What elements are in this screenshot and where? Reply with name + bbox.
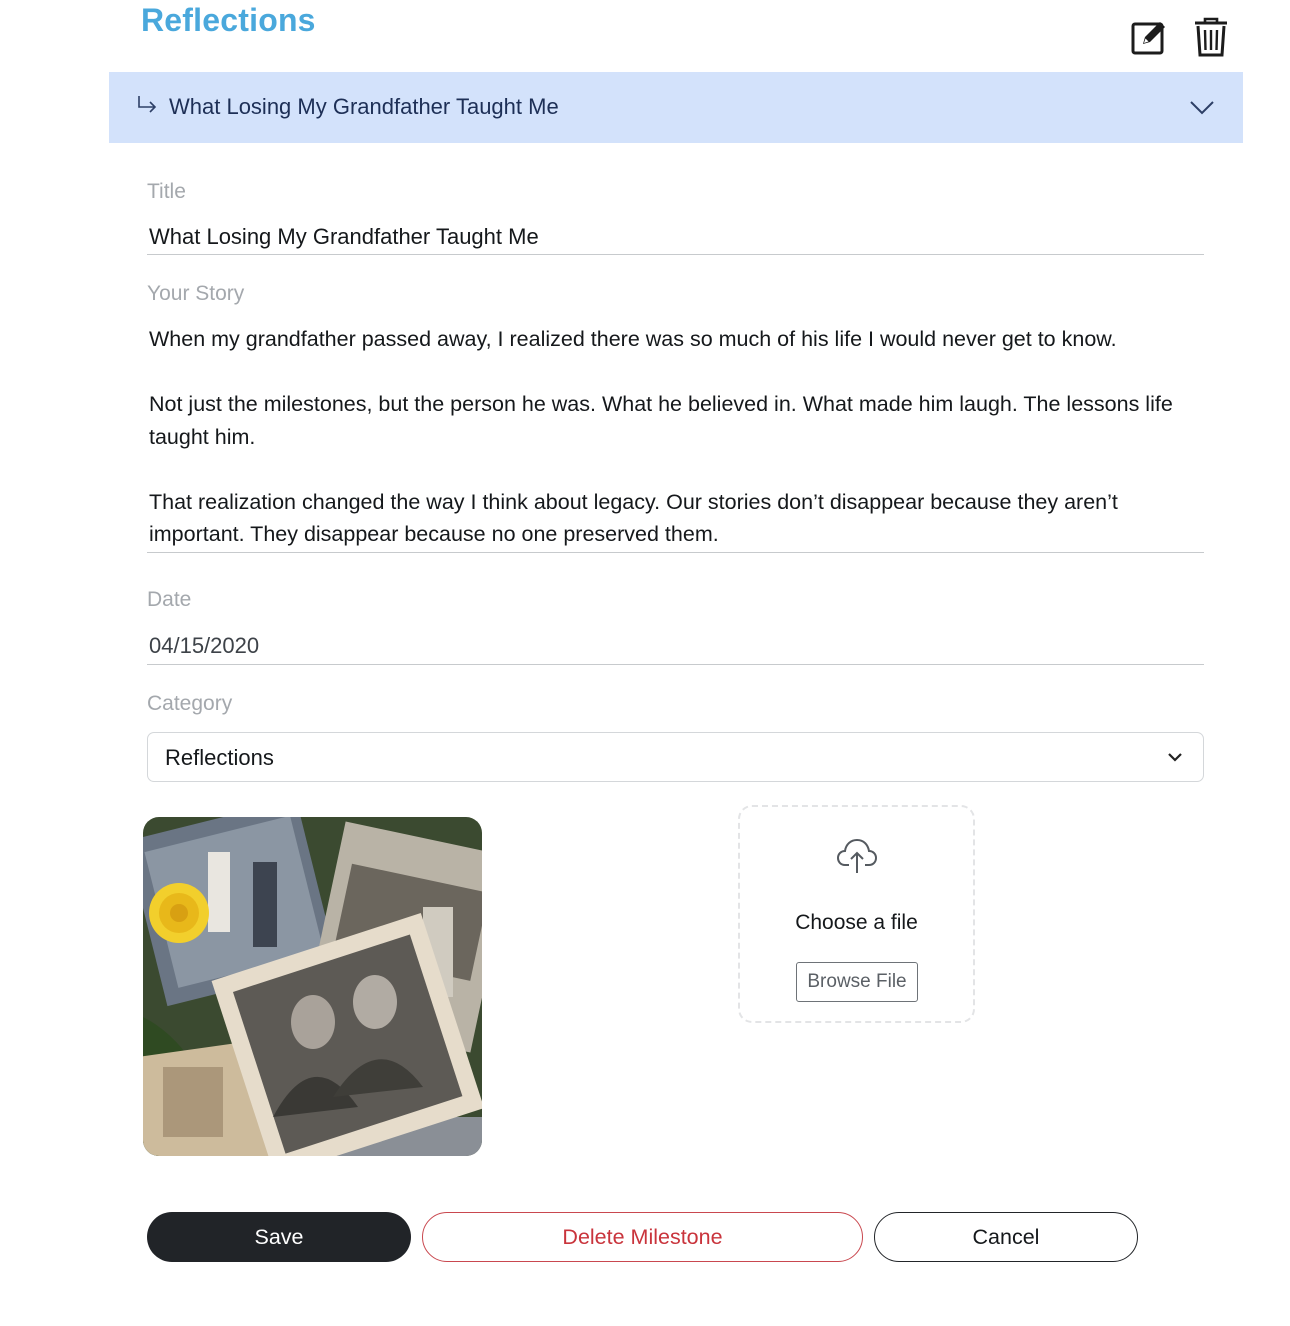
title-underline [147, 254, 1204, 255]
story-label: Your Story [147, 282, 245, 305]
trash-icon[interactable] [1191, 15, 1231, 59]
cancel-button[interactable]: Cancel [874, 1212, 1138, 1262]
story-paragraph: When my grandfather passed away, I realized there was so much of his life I would never get to know. [149, 327, 1117, 351]
subdirectory-arrow-icon [135, 93, 159, 117]
cloud-upload-icon [835, 833, 879, 877]
category-selected-value: Reflections [165, 745, 274, 770]
accordion-title: What Losing My Grandfather Taught Me [169, 94, 559, 119]
title-field[interactable]: What Losing My Grandfather Taught Me [149, 224, 539, 249]
category-select[interactable] [147, 732, 1204, 782]
milestone-photo [143, 817, 482, 1156]
delete-milestone-button[interactable]: Delete Milestone [422, 1212, 863, 1262]
title-label: Title [147, 180, 186, 203]
category-label: Category [147, 692, 233, 715]
edit-square-icon[interactable] [1129, 15, 1169, 59]
browse-file-button[interactable]: Browse File [796, 962, 918, 1002]
chevron-down-icon [1165, 747, 1185, 767]
date-label: Date [147, 588, 192, 611]
choose-file-text: Choose a file [795, 911, 918, 934]
save-button[interactable]: Save [147, 1212, 411, 1262]
page-title: Reflections [141, 2, 316, 38]
story-textarea[interactable] [149, 323, 1209, 551]
file-dropzone[interactable] [738, 805, 975, 1023]
story-paragraph: Not just the milestones, but the person he was. What he believed in. What made him laugh. The lessons life taught him. [149, 392, 1173, 449]
story-paragraph: That realization changed the way I think about legacy. Our stories don’t disappear because they aren’t important. They disappear because no one preserved them. [149, 489, 1118, 546]
story-underline [147, 552, 1204, 553]
date-field[interactable]: 04/15/2020 [149, 633, 260, 658]
chevron-down-icon[interactable] [1188, 94, 1216, 122]
date-underline [147, 664, 1204, 665]
